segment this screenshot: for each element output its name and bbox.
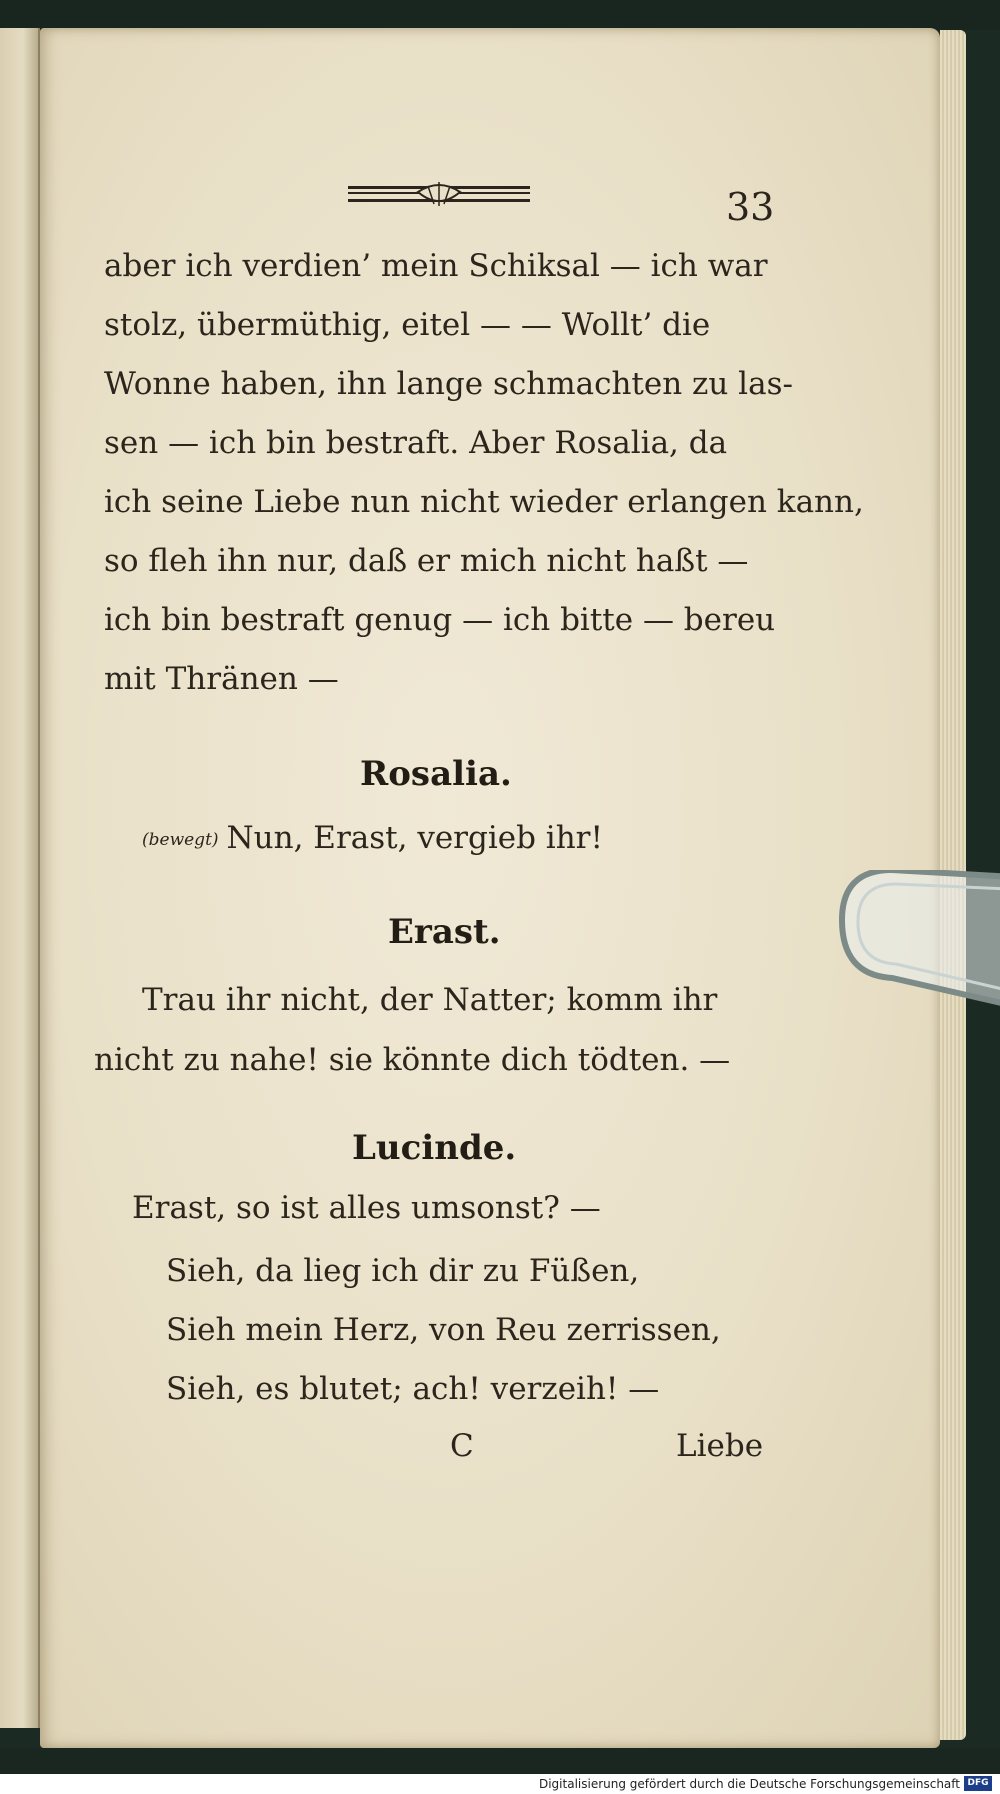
speaker-heading: Erast.: [388, 912, 501, 952]
speaker-heading: Lucinde.: [352, 1128, 517, 1168]
footer-credit: Digitalisierung gefördert durch die Deutsche Forschungsgemeinschaft: [538, 1777, 960, 1791]
page-clip: [832, 870, 1000, 1010]
text-line: mit Thränen —: [104, 661, 339, 697]
text-line: so fleh ihn nur, daß er mich nicht haßt —: [104, 543, 749, 579]
text-line: stolz, übermüthig, eitel — — Wollt’ die: [104, 307, 711, 343]
stage-direction: (bewegt): [142, 829, 219, 850]
text-line: ich seine Liebe nun nicht wieder erlangen kann,: [104, 484, 864, 520]
text-line: sen — ich bin bestraft. Aber Rosalia, da: [104, 425, 728, 461]
book-page: [40, 28, 940, 1748]
speech-text: Nun, Erast, vergieb ihr!: [226, 820, 603, 856]
dfg-logo: DFG: [964, 1776, 992, 1791]
speaker-heading: Rosalia.: [360, 754, 512, 794]
verse-line: Sieh, es blutet; ach! verzeih! —: [166, 1371, 660, 1407]
speech-line: [142, 818, 603, 860]
signature-mark: C: [450, 1428, 474, 1464]
page-number: 33: [726, 185, 775, 229]
speech-line: Trau ihr nicht, der Natter; komm ihr: [142, 982, 718, 1018]
facing-page-edge: [0, 28, 40, 1728]
header-ornament: [348, 180, 530, 210]
text-line: aber ich verdien’ mein Schiksal — ich war: [104, 248, 768, 284]
speech-line: Erast, so ist alles umsonst? —: [132, 1190, 601, 1226]
verse-line: Sieh, da lieg ich dir zu Füßen,: [166, 1253, 640, 1289]
scan-background-top: [0, 0, 1000, 30]
text-line: Wonne haben, ihn lange schmachten zu las-: [104, 366, 793, 402]
speech-line: nicht zu nahe! sie könnte dich tödten. —: [94, 1042, 731, 1078]
scan-background-bottom: [0, 1748, 1000, 1776]
verse-line: Sieh mein Herz, von Reu zerrissen,: [166, 1312, 721, 1348]
text-line: ich bin bestraft genug — ich bitte — bereu: [104, 602, 776, 638]
catchword: Liebe: [676, 1428, 764, 1464]
